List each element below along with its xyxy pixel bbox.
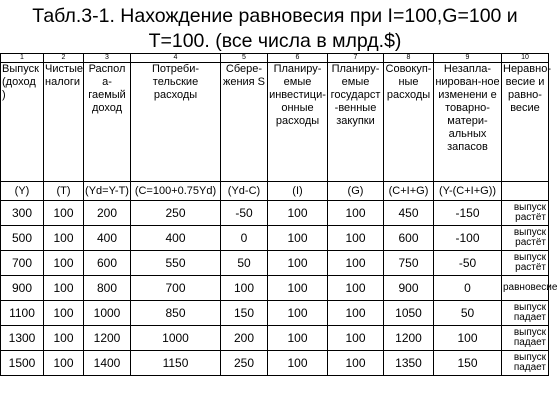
column-header-cell: Потреби-тельские расходы [131, 63, 221, 182]
column-header-cell: Планиру-емые государст -венные закупки [328, 63, 384, 182]
table-cell: 100 [268, 326, 328, 351]
formula-cell: (G) [328, 182, 384, 201]
table-cell: 100 [268, 226, 328, 251]
column-header-cell: Планиру-емые инвестици-онные расходы [268, 63, 328, 182]
table-cell: 100 [328, 301, 384, 326]
table-cell: 450 [384, 201, 434, 226]
column-number-cell: 6 [268, 54, 328, 63]
column-header-cell: Выпуск (доход ) [1, 63, 44, 182]
column-number-cell: 5 [221, 54, 268, 63]
table-cell: 200 [221, 326, 268, 351]
table-cell: 400 [131, 226, 221, 251]
table-cell: 400 [84, 226, 131, 251]
table-cell: 0 [221, 226, 268, 251]
table-cell: выпуск падает [502, 326, 549, 351]
table-cell: 850 [131, 301, 221, 326]
column-number-cell: 9 [434, 54, 502, 63]
formula-cell [502, 182, 549, 201]
table-row [1, 326, 549, 351]
formula-cell: (C+I+G) [384, 182, 434, 201]
formula-cell: (Y-(C+I+G)) [434, 182, 502, 201]
table-cell: 1300 [1, 326, 44, 351]
column-number-cell: 8 [384, 54, 434, 63]
table-cell: 100 [328, 201, 384, 226]
column-header-cell: Неравно-весие и равно-весие [502, 63, 549, 182]
column-header-cell: Чистые налоги [44, 63, 84, 182]
formula-row [1, 182, 549, 201]
table-cell: 100 [268, 251, 328, 276]
table-row [1, 251, 549, 276]
table-cell: 750 [384, 251, 434, 276]
table-row [1, 201, 549, 226]
table-body [1, 54, 557, 376]
column-header-cell: Незапла-нирован-ное изменени е товарно-матери-альных запасов [434, 63, 502, 182]
column-number-cell: 4 [131, 54, 221, 63]
table-cell: 100 [44, 301, 84, 326]
table-row [1, 276, 549, 301]
table-cell: 300 [1, 201, 44, 226]
table-cell: -100 [434, 226, 502, 251]
column-number-cell: 10 [502, 54, 549, 63]
table-cell: 100 [328, 276, 384, 301]
formula-cell: (Y) [1, 182, 44, 201]
table-cell: 100 [328, 251, 384, 276]
formula-cell: (Yd-C) [221, 182, 268, 201]
table-cell: 100 [44, 351, 84, 376]
table-cell: 100 [328, 326, 384, 351]
table-cell: 700 [1, 251, 44, 276]
table-cell: 100 [221, 276, 268, 301]
table-cell: 100 [328, 351, 384, 376]
formula-cell: (I) [268, 182, 328, 201]
table-cell: 600 [384, 226, 434, 251]
table-cell: 1000 [84, 301, 131, 326]
table-cell: 100 [268, 351, 328, 376]
title-line-2: T=100. (все числа в млрд.$) [148, 30, 402, 52]
table-cell: -150 [434, 201, 502, 226]
title-line-1: Табл.3-1. Нахождение равновесия при I=100,G=100 и [32, 5, 518, 27]
table-cell: 250 [221, 351, 268, 376]
table-cell: 100 [44, 276, 84, 301]
table-cell: 1350 [384, 351, 434, 376]
table-cell: 150 [434, 351, 502, 376]
table-cell: 1150 [131, 351, 221, 376]
table-cell: 700 [131, 276, 221, 301]
table-cell: 1000 [131, 326, 221, 351]
column-number-cell: 7 [328, 54, 384, 63]
column-header-cell: Распол а-гаемый доход [84, 63, 131, 182]
column-number-cell: 1 [1, 54, 44, 63]
table-cell: 100 [44, 201, 84, 226]
formula-cell: (Yd=Y-T) [84, 182, 131, 201]
table-cell: 100 [268, 201, 328, 226]
formula-cell: (T) [44, 182, 84, 201]
table-cell: выпуск растёт [502, 201, 549, 226]
table-cell: 100 [268, 276, 328, 301]
document-title [0, 4, 550, 54]
column-number-cell: 2 [44, 54, 84, 63]
table-cell: 550 [131, 251, 221, 276]
table-cell: 100 [44, 251, 84, 276]
table-row [1, 301, 549, 326]
table-cell: 1100 [1, 301, 44, 326]
table-row [1, 226, 549, 251]
table-cell: 100 [44, 226, 84, 251]
table-cell: выпуск падает [502, 301, 549, 326]
column-header-cell: Сбере-жения S [221, 63, 268, 182]
table-cell: 900 [1, 276, 44, 301]
table-cell: 200 [84, 201, 131, 226]
table-cell: -50 [434, 251, 502, 276]
table-cell: 100 [44, 326, 84, 351]
formula-cell: (C=100+0.75Yd) [131, 182, 221, 201]
table-cell: 1200 [384, 326, 434, 351]
column-header-row [1, 63, 549, 182]
table-cell: выпуск растёт [502, 251, 549, 276]
table-cell: равновесие [502, 276, 549, 301]
table-cell: 1400 [84, 351, 131, 376]
table-cell: 900 [384, 276, 434, 301]
equilibrium-table [0, 53, 557, 376]
table-row [1, 351, 549, 376]
table-cell: 0 [434, 276, 502, 301]
table-cell: 600 [84, 251, 131, 276]
table-cell: 100 [434, 326, 502, 351]
table-cell: 250 [131, 201, 221, 226]
table-cell: 100 [268, 301, 328, 326]
table-cell: 1050 [384, 301, 434, 326]
table-cell: 500 [1, 226, 44, 251]
table-cell: 150 [221, 301, 268, 326]
table-cell: 100 [328, 226, 384, 251]
column-number-cell: 3 [84, 54, 131, 63]
table-cell: 50 [221, 251, 268, 276]
table-cell: 1200 [84, 326, 131, 351]
table-cell: 1500 [1, 351, 44, 376]
column-number-row [1, 54, 549, 63]
table-cell: выпуск падает [502, 351, 549, 376]
table-cell: -50 [221, 201, 268, 226]
table-cell: выпуск растёт [502, 226, 549, 251]
table-cell: 50 [434, 301, 502, 326]
table-cell: 800 [84, 276, 131, 301]
column-header-cell: Совокуп-ные расходы [384, 63, 434, 182]
